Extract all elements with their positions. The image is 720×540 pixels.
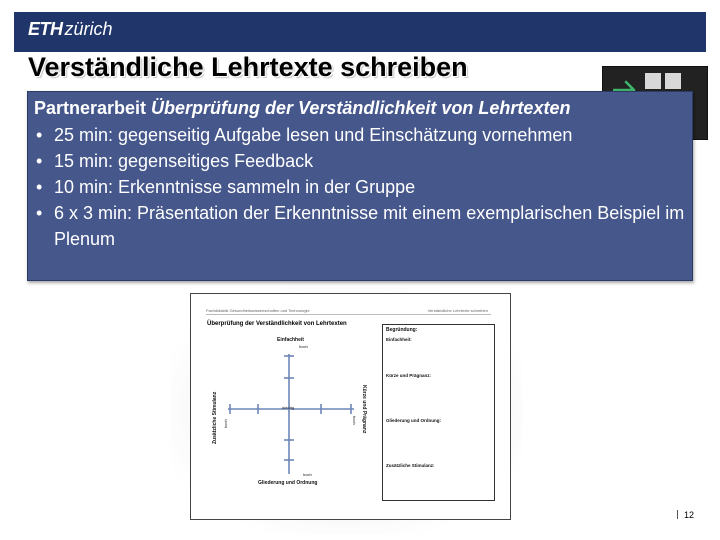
logo-eth-text: ETH — [28, 19, 63, 39]
evaluation-axes — [221, 344, 361, 479]
list-item: • 25 min: gegenseitig Aufgabe lesen und Einschätzung vornehmen — [34, 122, 686, 148]
axis-left-label: Zusätzliche Stimulanz — [212, 391, 218, 444]
list-item: • 15 min: gegenseitiges Feedback — [34, 148, 686, 174]
task-heading-plain: Partnerarbeit — [34, 98, 152, 118]
axis-top-tick: hoch — [299, 344, 308, 349]
task-bullet-list — [34, 122, 686, 252]
reasons-box — [382, 324, 495, 501]
slide-title: Verständliche Lehrtexte schreiben — [28, 52, 468, 82]
axis-top-label: Einfachheit — [277, 337, 304, 343]
axis-bottom-label: Gliederung und Ordnung — [258, 480, 318, 486]
worksheet-preview — [190, 293, 511, 520]
reason-item: Zusätzliche Stimulanz: — [386, 463, 435, 468]
worksheet-header-rule — [206, 314, 491, 315]
axis-right-tick: hoch — [352, 416, 357, 425]
eth-logo — [28, 18, 113, 40]
reason-item: Kürze und Prägnanz: — [386, 373, 432, 378]
reasons-title: Begründung: — [386, 327, 418, 333]
list-item: • 10 min: Erkenntnisse sammeln in der Gruppe — [34, 174, 686, 200]
list-item: • 6 x 3 min: Präsentation der Erkenntnisse mit einem exemplarischen Beispiel im Plenum — [34, 200, 686, 252]
axis-bottom-tick: hoch — [303, 472, 312, 477]
worksheet-title: Überprüfung der Verständlichkeit von Lehrtexten — [207, 321, 347, 327]
reason-item: Einfachheit: — [386, 337, 412, 342]
reason-item: Gliederung und Ordnung: — [386, 418, 441, 423]
logo-zurich-text: zürich — [64, 19, 113, 39]
axis-center-label: niedrig — [282, 405, 295, 410]
page-number: 12 — [684, 510, 695, 520]
task-instructions-box — [27, 91, 693, 281]
axis-left-tick: hoch — [223, 419, 228, 428]
page-number-separator — [677, 510, 678, 519]
task-heading — [34, 96, 594, 120]
task-heading-italic: Überprüfung der Verständlichkeit von Lehrtexten — [151, 98, 571, 118]
axis-right-label: Kürze und Prägnanz — [361, 385, 367, 434]
worksheet-header-right: Verständliche Lehrtexte schreiben — [427, 308, 488, 313]
worksheet-header-left: Fachdidaktik Gesundheitswissenschaften und Technologie — [206, 308, 310, 313]
header-bar — [14, 12, 706, 52]
